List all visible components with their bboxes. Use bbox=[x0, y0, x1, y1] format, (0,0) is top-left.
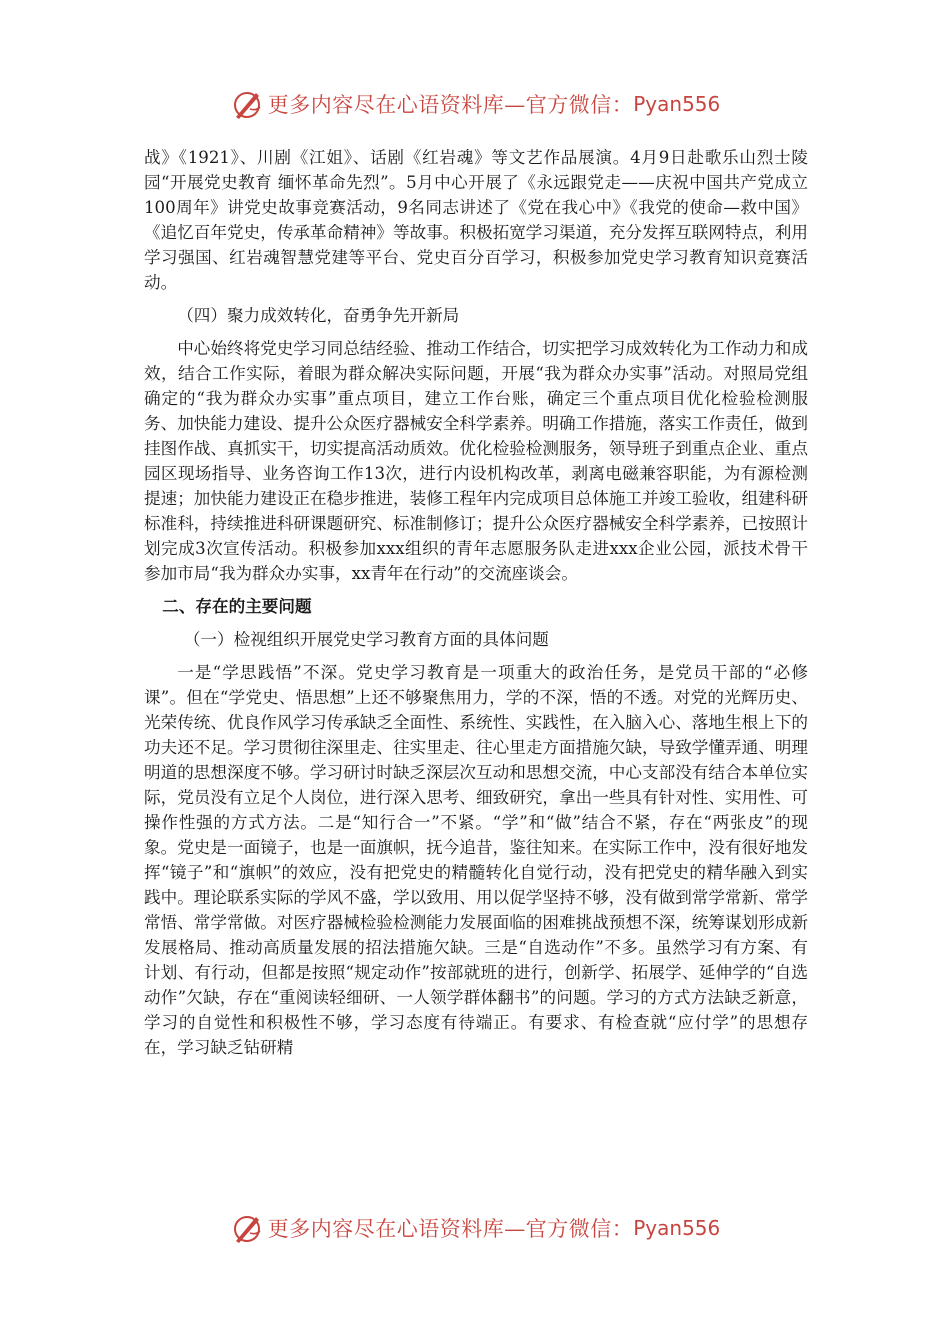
document-body bbox=[144, 145, 808, 1060]
banner-text: 更多内容尽在心语资料库—官方微信： bbox=[267, 93, 634, 117]
subheading-four: （四）聚力成效转化，奋勇争先开新局 bbox=[177, 306, 460, 325]
banner-wechat-id: Pyan556 bbox=[633, 92, 721, 116]
brush-logo-icon bbox=[230, 87, 264, 121]
subheading-one: （一）检视组织开展党史学习教育方面的具体问题 bbox=[183, 630, 549, 649]
header-watermark-banner bbox=[0, 84, 950, 124]
banner-text: 更多内容尽在心语资料库—官方微信： bbox=[267, 1217, 634, 1241]
paragraph-problems: 一是“学思践悟”不深。党史学习教育是一项重大的政治任务，是党员干部的“必修课”。但在“学党史、悟思想”上还不够聚焦用力，学的不深，悟的不透。对党的光辉历史、光荣传统、优良作风学习传承缺乏全面性、系统性、实践性，在入脑入心、落地生根上下的功夫还不足。学习贯彻往深里走、往实里走、往心里走方面措施欠缺，导致学懂弄通、明理明道的思想深度不够。学习研讨时缺乏深层次互动和思想交流，中心支部没有结合本单位实际，党员没有立足个人岗位，进行深入思考、细致研究，拿出一些具有针对性、实用性、可操作性强的方式方法。二是“知行合一”不紧。“学”和“做”结合不紧，存在“两张皮”的现象。党史是一面镜子，也是一面旗帜，抚今追昔，鉴往知来。在实际工作中，没有很好地发挥“镜子”和“旗帜”的效应，没有把党史的精髓转化自觉行动，没有把党史的精华融入到实践中。理论联系实际的学风不盛，学以致用、用以促学坚持不够，没有做到常学常新、常学常悟、常学常做。对医疗器械检验检测能力发展面临的困难挑战预想不深，统筹谋划形成新发展格局、推动高质量发展的招法措施欠缺。三是“自选动作”不多。虽然学习有方案、有计划、有行动，但都是按照“规定动作”按部就班的进行，创新学、拓展学、延伸学的“自选动作”欠缺，存在“重阅读轻细研、一人领学群体翻书”的问题。学习的方式方法缺乏新意，学习的自觉性和积极性不够，学习态度有待端正。有要求、有检查就“应付学”的思想存在，学习缺乏钻研精 bbox=[144, 663, 808, 1057]
banner-wechat-id: Pyan556 bbox=[633, 1216, 721, 1240]
brush-logo-icon bbox=[230, 1211, 264, 1245]
footer-watermark-banner bbox=[0, 1208, 950, 1248]
paragraph-results: 中心始终将党史学习同总结经验、推动工作结合，切实把学习成效转化为工作动力和成效，结合工作实际，着眼为群众解决实际问题，开展“我为群众办实事”活动。对照局党组确定的“我为群众办实事”重点项目，建立工作台账，确定三个重点项目优化检验检测服务、加快能力建设、提升公众医疗器械安全科学素养。明确工作措施，落实工作责任，做到挂图作战、真抓实干，切实提高活动质效。优化检验检测服务，领导班子到重点企业、重点园区现场指导、业务咨询工作13次，进行内设机构改革，剥离电磁兼容职能，为有源检测提速；加快能力建设正在稳步推进，装修工程年内完成项目总体施工并竣工验收，组建科研标准科，持续推进科研课题研究、标准制修订；提升公众医疗器械安全科学素养，已按照计划完成3次宣传活动。积极参加xxx组织的青年志愿服务队走进xxx企业公园，派技术骨干参加市局“我为群众办实事，xx青年在行动”的交流座谈会。 bbox=[144, 339, 808, 583]
section-heading-problems: 二、存在的主要问题 bbox=[162, 596, 312, 616]
paragraph-continued: 战》《1921》、川剧《江姐》、话剧《红岩魂》等文艺作品展演。4月9日赴歌乐山烈士陵园“开展党史教育 缅怀革命先烈”。5月中心开展了《永远跟党走——庆祝中国共产党成立100周年》讲党史故事竞赛活动，9名同志讲述了《党在我心中》《我党的使命—救中国》《追忆百年党史，传承革命精神》等故事。积极拓宽学习渠道，充分发挥互联网特点，利用学习强国、红岩魂智慧党建等平台、党史百分百学习，积极参加党史学习教育知识竞赛活动。 bbox=[144, 148, 808, 292]
